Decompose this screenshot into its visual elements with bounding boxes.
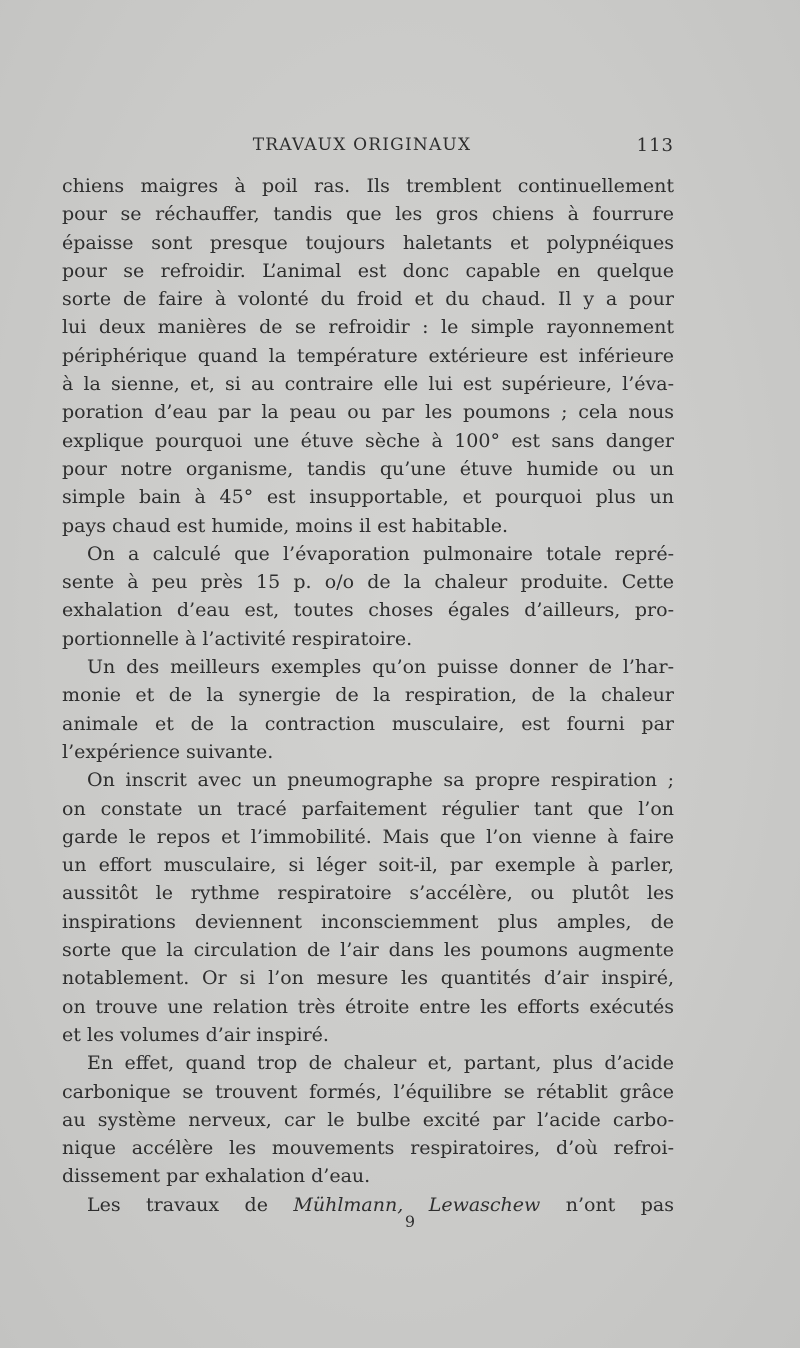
text-line: au système nerveux, car le bulbe excité par l’acide carbo- [62,1108,674,1131]
author-name-lewaschew: Lewaschew [428,1193,541,1216]
text-line: explique pourquoi une étuve sèche à 100° est sans danger [62,429,674,452]
page-number: 113 [636,135,674,156]
text-line: sorte de faire à volonté du froid et du chaud. Il y a pour [62,288,674,311]
text-line: on constate un tracé parfaitement régulier tant que l’on [62,797,674,820]
running-title: TRAVAUX ORIGINAUX [252,135,472,155]
text-line: chiens maigres à poil ras. Ils tremblent continuellement [62,175,674,197]
text-line: On inscrit avec un pneumographe sa propre respiration ; [87,769,674,792]
text-line: garde le repos et l’immobilité. Mais que l’on vienne à faire [62,825,674,848]
text-line: aussitôt le rythme respiratoire s’accélère, ou plutôt les [62,882,674,905]
text-line: l’expérience suivante. [62,740,274,763]
text-line: inspirations deviennent inconsciemment plus amples, de [62,910,674,933]
text-line: lui deux manières de se refroidir : le simple rayonnement [62,316,674,339]
text-line: pour se réchauffer, tandis que les gros chiens à fourrure [62,203,674,226]
text-line: nique accélère les mouvements respiratoires, d’où refroi- [62,1137,674,1160]
body-text [62,172,674,1219]
text-line: dissement par exhalation d’eau. [62,1165,371,1188]
text-line: portionnelle à l’activité respiratoire. [62,627,413,650]
text-line: pour se refroidir. L’animal est donc capable en quelque [62,259,674,282]
text-line: sorte que la circulation de l’air dans les poumons augmente [62,939,674,962]
signature-mark: 9 [404,1212,416,1231]
final-line-end: n’ont pas [540,1193,674,1216]
text-line: épaisse sont presque toujours haletants et polypnéiques [62,231,674,254]
text-line: et les volumes d’air inspiré. [62,1023,329,1046]
text-line: monie et de la synergie de la respiration, de la chaleur [62,684,674,707]
final-line-start: Les travaux de [87,1193,294,1216]
text-line: on trouve une relation très étroite entre les efforts exécutés [62,995,674,1018]
text-line: pays chaud est humide, moins il est habitable. [62,514,509,537]
text-line: à la sienne, et, si au contraire elle lui est supérieure, l’éva- [62,373,674,396]
text-line: En effet, quand trop de chaleur et, partant, plus d’acide [87,1052,674,1075]
text-line: carbonique se trouvent formés, l’équilibre se rétablit grâce [62,1080,674,1103]
running-head [62,133,674,159]
text-line: un effort musculaire, si léger soit-il, par exemple à parler, [62,854,674,877]
text-line: notablement. Or si l’on mesure les quantités d’air inspiré, [62,967,674,990]
text-line: périphérique quand la température extérieure est inférieure [62,344,674,367]
text-line: poration d’eau par la peau ou par les poumons ; cela nous [62,401,674,424]
text-line: Un des meilleurs exemples qu’on puisse donner de l’har- [87,656,674,679]
text-line: sente à peu près 15 p. o/o de la chaleur produite. Cette [62,571,674,594]
text-line: On a calculé que l’évaporation pulmonaire totale repré- [87,542,674,565]
author-name-muhlmann: Mühlmann, [293,1193,404,1216]
text-line: pour notre organisme, tandis qu’une étuve humide ou un [62,457,674,480]
text-line: animale et de la contraction musculaire, est fourni par [62,712,674,735]
text-line: exhalation d’eau est, toutes choses égales d’ailleurs, pro- [62,599,674,622]
text-line: simple bain à 45° est insupportable, et pourquoi plus un [62,486,674,509]
